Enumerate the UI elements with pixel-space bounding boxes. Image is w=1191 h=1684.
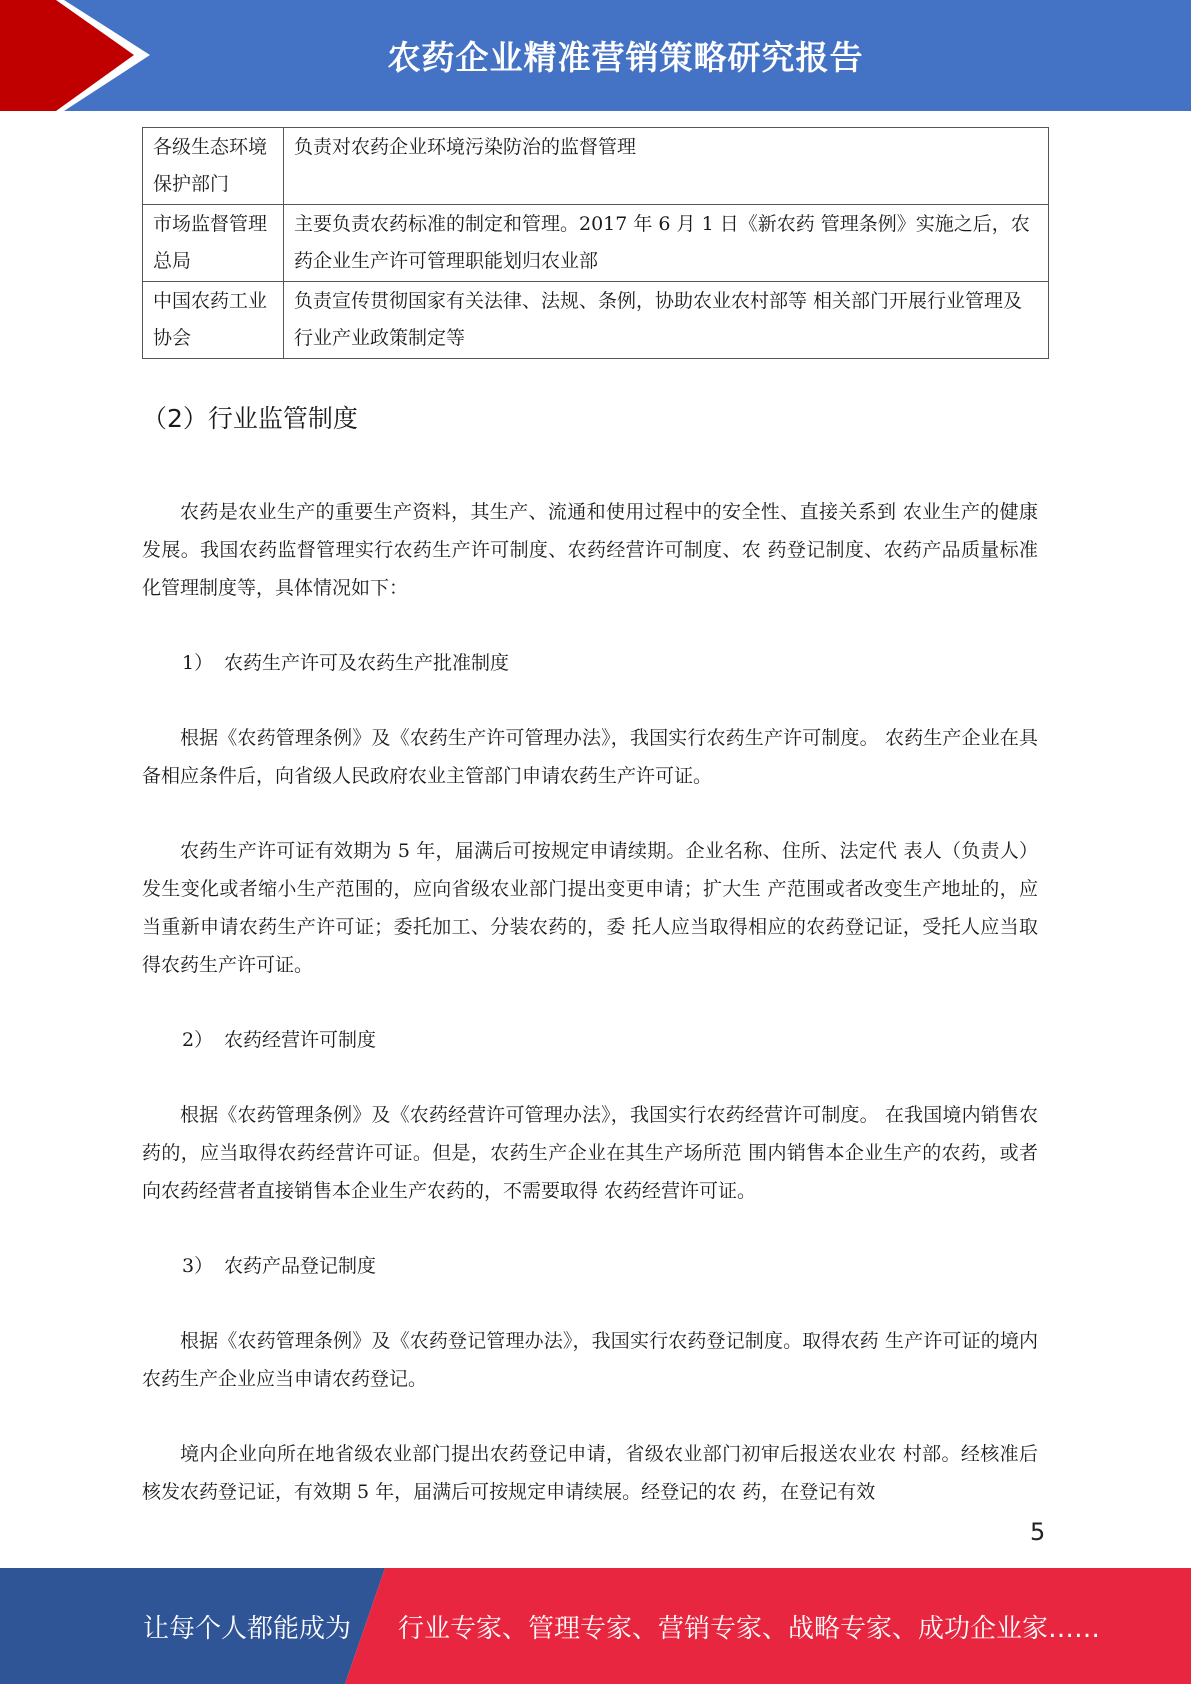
regulator-table — [142, 127, 1049, 359]
subheading-title: 农药经营许可制度 — [224, 1029, 377, 1051]
subheading-title: 农药生产许可及农药生产批准制度 — [224, 652, 510, 674]
table-row — [143, 128, 1049, 205]
section-heading: （2）行业监管制度 — [142, 404, 358, 433]
table-row — [143, 205, 1049, 282]
paragraph: 根据《农药管理条例》及《农药登记管理办法》，我国实行农药登记制度。取得农药 生产许可证的境内农药生产企业应当申请农药登记。 — [142, 1330, 1038, 1390]
table-cell-dept: 各级生态环境保护部门 — [143, 128, 284, 205]
paragraph: 根据《农药管理条例》及《农药经营许可管理办法》，我国实行农药经营许可制度。 在我国境内销售农药的，应当取得农药经营许可证。但是，农药生产企业在其生产场所范 围内销售本企业生产的农药，或者向农药经营者直接销售本企业生产农药的，不需要取得 农药经营许可证。 — [142, 1104, 1038, 1202]
subheading-1 — [142, 644, 1038, 682]
table-cell-dept: 市场监督管理总局 — [143, 205, 284, 282]
main-content — [142, 395, 1038, 1548]
table-cell-duty: 负责宣传贯彻国家有关法律、法规、条例，协助农业农村部等 相关部门开展行业管理及行业产业政策制定等 — [284, 282, 1049, 359]
table-cell-duty: 主要负责农药标准的制定和管理。2017 年 6 月 1 日《新农药 管理条例》实施之后，农药企业生产许可管理职能划归农业部 — [284, 205, 1049, 282]
paragraph: 根据《农药管理条例》及《农药生产许可管理办法》，我国实行农药生产许可制度。 农药生产企业在具备相应条件后，向省级人民政府农业主管部门申请农药生产许可证。 — [142, 727, 1038, 787]
paragraph: 农药生产许可证有效期为 5 年，届满后可按规定申请续期。企业名称、住所、法定代 表人（负责人）发生变化或者缩小生产范围的，应向省级农业部门提出变更申请；扩大生 产范围或者改变生产地址的，应当重新申请农药生产许可证；委托加工、分装农药的，委 托人应当取得相应的农药登记证，受托人应当取得农药生产许可证。 — [142, 840, 1038, 976]
table-cell-duty: 负责对农药企业环境污染防治的监督管理 — [284, 128, 1049, 205]
report-title: 农药企业精准营销策略研究报告 — [387, 38, 864, 77]
footer-slogan-left: 让每个人都能成为 — [143, 1613, 352, 1644]
page-footer — [0, 1568, 1191, 1684]
table-cell-dept: 中国农药工业协会 — [143, 282, 284, 359]
subheading-number: 1） — [182, 652, 214, 674]
subheading-title: 农药产品登记制度 — [224, 1255, 377, 1277]
subheading-2 — [142, 1021, 1038, 1059]
page-number: 5 — [1030, 1518, 1046, 1546]
subheading-number: 3） — [182, 1255, 214, 1277]
paragraph: 境内企业向所在地省级农业部门提出农药登记申请，省级农业部门初审后报送农业农 村部。经核准后核发农药登记证，有效期 5 年，届满后可按规定申请续展。经登记的农 药，在登记有效 — [142, 1443, 1038, 1503]
page-header — [0, 0, 1191, 111]
subheading-number: 2） — [182, 1029, 214, 1051]
table-row — [143, 282, 1049, 359]
paragraph-intro: 农药是农业生产的重要生产资料，其生产、流通和使用过程中的安全性、直接关系到 农业生产的健康发展。我国农药监督管理实行农药生产许可制度、农药经营许可制度、农 药登记制度、农药产品质量标准化管理制度等，具体情况如下： — [142, 501, 1038, 599]
subheading-3 — [142, 1247, 1038, 1285]
footer-slogan-right: 行业专家、管理专家、营销专家、战略专家、成功企业家…… — [398, 1613, 1101, 1644]
